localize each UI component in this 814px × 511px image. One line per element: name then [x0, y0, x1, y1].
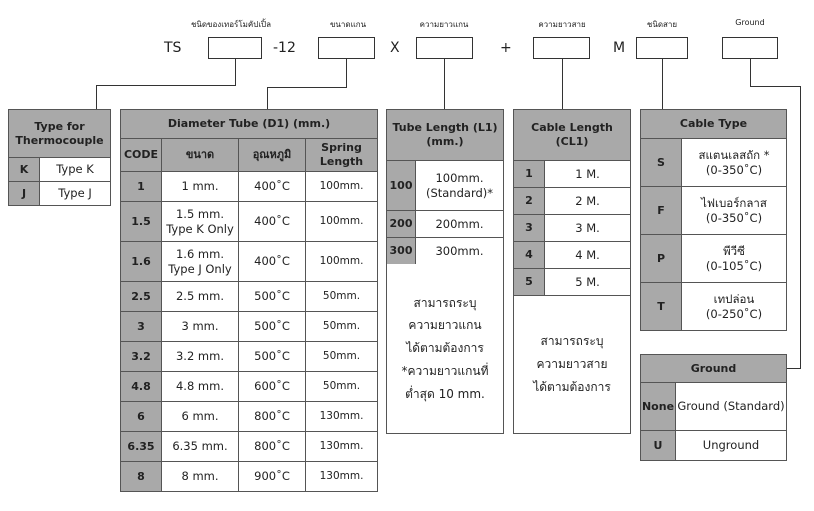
connector-line — [662, 59, 663, 109]
type-table — [8, 109, 111, 206]
tube-code: 300 — [387, 238, 416, 265]
diameter-temp: 400˚C — [239, 172, 306, 202]
diameter-size: 1 mm. — [162, 172, 239, 202]
diameter-table-title: Diameter Tube (D1) (mm.) — [121, 110, 378, 139]
connector-line — [96, 85, 236, 86]
diameter-size: 6 mm. — [162, 402, 239, 432]
note-line: *ความยาวแกนที่ — [401, 363, 489, 378]
connector-line — [750, 86, 800, 87]
cable-type-range: (0-105˚C) — [705, 258, 763, 273]
diameter-code: 1.5 — [121, 202, 162, 242]
label-diameter: ขนาดแกน — [329, 20, 367, 29]
ground-value: Ground (Standard) — [676, 383, 787, 431]
diameter-spring: 50mm. — [306, 282, 378, 312]
table-row[interactable] — [641, 283, 787, 331]
ground-table — [640, 354, 787, 461]
note-line: สามารถระบุ — [540, 334, 604, 349]
diameter-spring: 100mm. — [306, 172, 378, 202]
connector-line — [750, 59, 751, 86]
cable-type-name: พีวีซี — [723, 244, 745, 259]
type-code-box[interactable] — [208, 37, 262, 59]
tube-length-title: Tube Length (L1) (mm.) — [387, 110, 504, 161]
ground-value: Unground — [676, 431, 787, 461]
cable-length-code: 4 — [514, 242, 545, 269]
note-line: ความยาวสาย — [536, 357, 608, 372]
connector-line — [800, 86, 801, 368]
diameter-temp: 500˚C — [239, 342, 306, 372]
cable-length-value: 3 M. — [545, 215, 631, 242]
cable-length-value: 5 M. — [545, 269, 631, 296]
label-cable-type: ชนิดสาย — [646, 20, 678, 29]
cable-type-name: ไฟเบอร์กลาส — [701, 196, 767, 211]
table-row[interactable] — [121, 312, 378, 342]
diameter-spring: 50mm. — [306, 372, 378, 402]
cable-type-name: เทปล่อน — [713, 292, 755, 307]
diameter-size: 2.5 mm. — [162, 282, 239, 312]
tube-value: 300mm. — [416, 238, 504, 265]
table-row[interactable] — [387, 161, 504, 211]
connector-line — [267, 87, 347, 88]
diameter-temp: 400˚C — [239, 202, 306, 242]
cable-type-table — [640, 109, 787, 331]
cable-length-code: 2 — [514, 188, 545, 215]
diameter-spring: 100mm. — [306, 202, 378, 242]
cable-type-range: (0-250˚C) — [705, 306, 763, 321]
diameter-code: 1 — [121, 172, 162, 202]
diameter-spring: 50mm. — [306, 312, 378, 342]
type-table-header: Type for Thermocouple — [9, 110, 111, 158]
diameter-size: 1.5 mm. Type K Only — [162, 202, 239, 242]
diameter-temp: 500˚C — [239, 312, 306, 342]
diameter-size: 3 mm. — [162, 312, 239, 342]
diameter-code: 8 — [121, 462, 162, 492]
ground-code: None — [641, 383, 676, 431]
note-line: ต่ำสุด 10 mm. — [405, 386, 485, 401]
cable-length-value: 1 M. — [545, 161, 631, 188]
diameter-size: 3.2 mm. — [162, 342, 239, 372]
type-value: Type J — [40, 182, 111, 206]
connector-line — [96, 85, 97, 109]
diameter-temp: 400˚C — [239, 242, 306, 282]
diameter-temp: 600˚C — [239, 372, 306, 402]
table-row[interactable] — [641, 431, 787, 461]
tube-code: 100 — [387, 161, 416, 211]
type-value: Type K — [40, 158, 111, 182]
connector-line — [235, 59, 236, 85]
cable-length-title: Cable Length (CL1) — [514, 110, 631, 161]
diameter-temp: 500˚C — [239, 282, 306, 312]
table-row[interactable] — [641, 139, 787, 187]
note-line: สามารถระบุ — [413, 295, 477, 310]
diameter-spring: 50mm. — [306, 342, 378, 372]
tube-length-table — [386, 109, 504, 265]
note-line: ได้ตามต้องการ — [533, 379, 611, 394]
ground-code-box[interactable] — [722, 37, 778, 59]
table-row[interactable] — [514, 161, 631, 188]
cable-length-value: 2 M. — [545, 188, 631, 215]
table-row[interactable] — [514, 269, 631, 296]
table-row[interactable] — [121, 342, 378, 372]
cable-length-code: 1 — [514, 161, 545, 188]
type-code: K — [9, 158, 40, 182]
cable-type-code: S — [641, 139, 682, 187]
cable-type-range: (0-350˚C) — [705, 210, 763, 225]
table-row[interactable] — [121, 282, 378, 312]
ground-code: U — [641, 431, 676, 461]
ground-title: Ground — [641, 355, 787, 383]
cable-type-code-box[interactable] — [636, 37, 688, 59]
code-prefix: TS — [164, 40, 182, 56]
diameter-code: 6 — [121, 402, 162, 432]
diameter-col-code: CODE — [121, 139, 162, 172]
table-row[interactable] — [121, 242, 378, 282]
cable-length-code: 3 — [514, 215, 545, 242]
diameter-code: 4.8 — [121, 372, 162, 402]
tube-length-code-box[interactable] — [416, 37, 473, 59]
diameter-code: 3.2 — [121, 342, 162, 372]
table-row[interactable] — [387, 211, 504, 238]
cable-type-code: P — [641, 235, 682, 283]
table-row[interactable] — [514, 215, 631, 242]
label-ground: Ground — [735, 18, 765, 27]
diameter-code: 2.5 — [121, 282, 162, 312]
code-dash-12: -12 — [273, 40, 296, 56]
diameter-col-size: ขนาด — [162, 139, 239, 172]
table-row[interactable] — [641, 235, 787, 283]
diameter-code: 6.35 — [121, 432, 162, 462]
note-line: ความยาวแกน — [408, 318, 482, 333]
tube-code: 200 — [387, 211, 416, 238]
diameter-col-spring: Spring Length — [306, 139, 378, 172]
diameter-code: 3 — [121, 312, 162, 342]
label-tube-length: ความยาวแกน — [419, 20, 469, 29]
cable-length-table — [513, 109, 631, 296]
diameter-code: 1.6 — [121, 242, 162, 282]
connector-line — [267, 87, 268, 109]
label-type: ชนิดของเทอร์โมคัปเปิ้ล — [190, 20, 272, 29]
code-x: X — [390, 40, 400, 56]
connector-line — [346, 59, 347, 87]
cable-length-note — [513, 296, 631, 434]
code-m: M — [613, 40, 626, 56]
tube-value: 200mm. — [416, 211, 504, 238]
tube-length-note — [386, 264, 504, 434]
cable-length-code-box[interactable] — [533, 37, 590, 59]
diameter-spring: 100mm. — [306, 242, 378, 282]
table-row[interactable] — [121, 372, 378, 402]
cable-type-code: F — [641, 187, 682, 235]
cable-length-value: 4 M. — [545, 242, 631, 269]
cable-type-range: (0-350˚C) — [705, 162, 763, 177]
table-row[interactable] — [9, 158, 111, 182]
table-row[interactable] — [121, 432, 378, 462]
diameter-code-box[interactable] — [318, 37, 375, 59]
diameter-col-temp: อุณหภูมิ — [239, 139, 306, 172]
table-row[interactable] — [121, 172, 378, 202]
table-row[interactable] — [641, 187, 787, 235]
cable-length-code: 5 — [514, 269, 545, 296]
diameter-temp: 800˚C — [239, 432, 306, 462]
diameter-size: 6.35 mm. — [162, 432, 239, 462]
connector-line — [562, 59, 563, 109]
table-row[interactable] — [641, 383, 787, 431]
connector-line — [444, 59, 445, 109]
diameter-size: 8 mm. — [162, 462, 239, 492]
cable-type-name: สแตนเลสถัก * — [698, 148, 770, 163]
diameter-spring: 130mm. — [306, 402, 378, 432]
table-row[interactable] — [514, 242, 631, 269]
connector-line — [787, 368, 801, 369]
table-row[interactable] — [514, 188, 631, 215]
note-line: ได้ตามต้องการ — [406, 341, 484, 356]
type-code: J — [9, 182, 40, 206]
diameter-spring: 130mm. — [306, 432, 378, 462]
diameter-temp: 900˚C — [239, 462, 306, 492]
table-row[interactable] — [121, 462, 378, 492]
table-row[interactable] — [121, 202, 378, 242]
table-row[interactable] — [121, 402, 378, 432]
table-row[interactable] — [387, 238, 504, 265]
diameter-temp: 800˚C — [239, 402, 306, 432]
diameter-size: 1.6 mm. Type J Only — [162, 242, 239, 282]
code-plus: + — [500, 40, 512, 56]
label-cable-length: ความยาวสาย — [538, 20, 586, 29]
cable-type-code: T — [641, 283, 682, 331]
cable-type-title: Cable Type — [641, 110, 787, 139]
diameter-table — [120, 109, 378, 492]
tube-value: 100mm. (Standard)* — [416, 161, 504, 211]
table-row[interactable] — [9, 182, 111, 206]
diameter-size: 4.8 mm. — [162, 372, 239, 402]
diameter-spring: 130mm. — [306, 462, 378, 492]
